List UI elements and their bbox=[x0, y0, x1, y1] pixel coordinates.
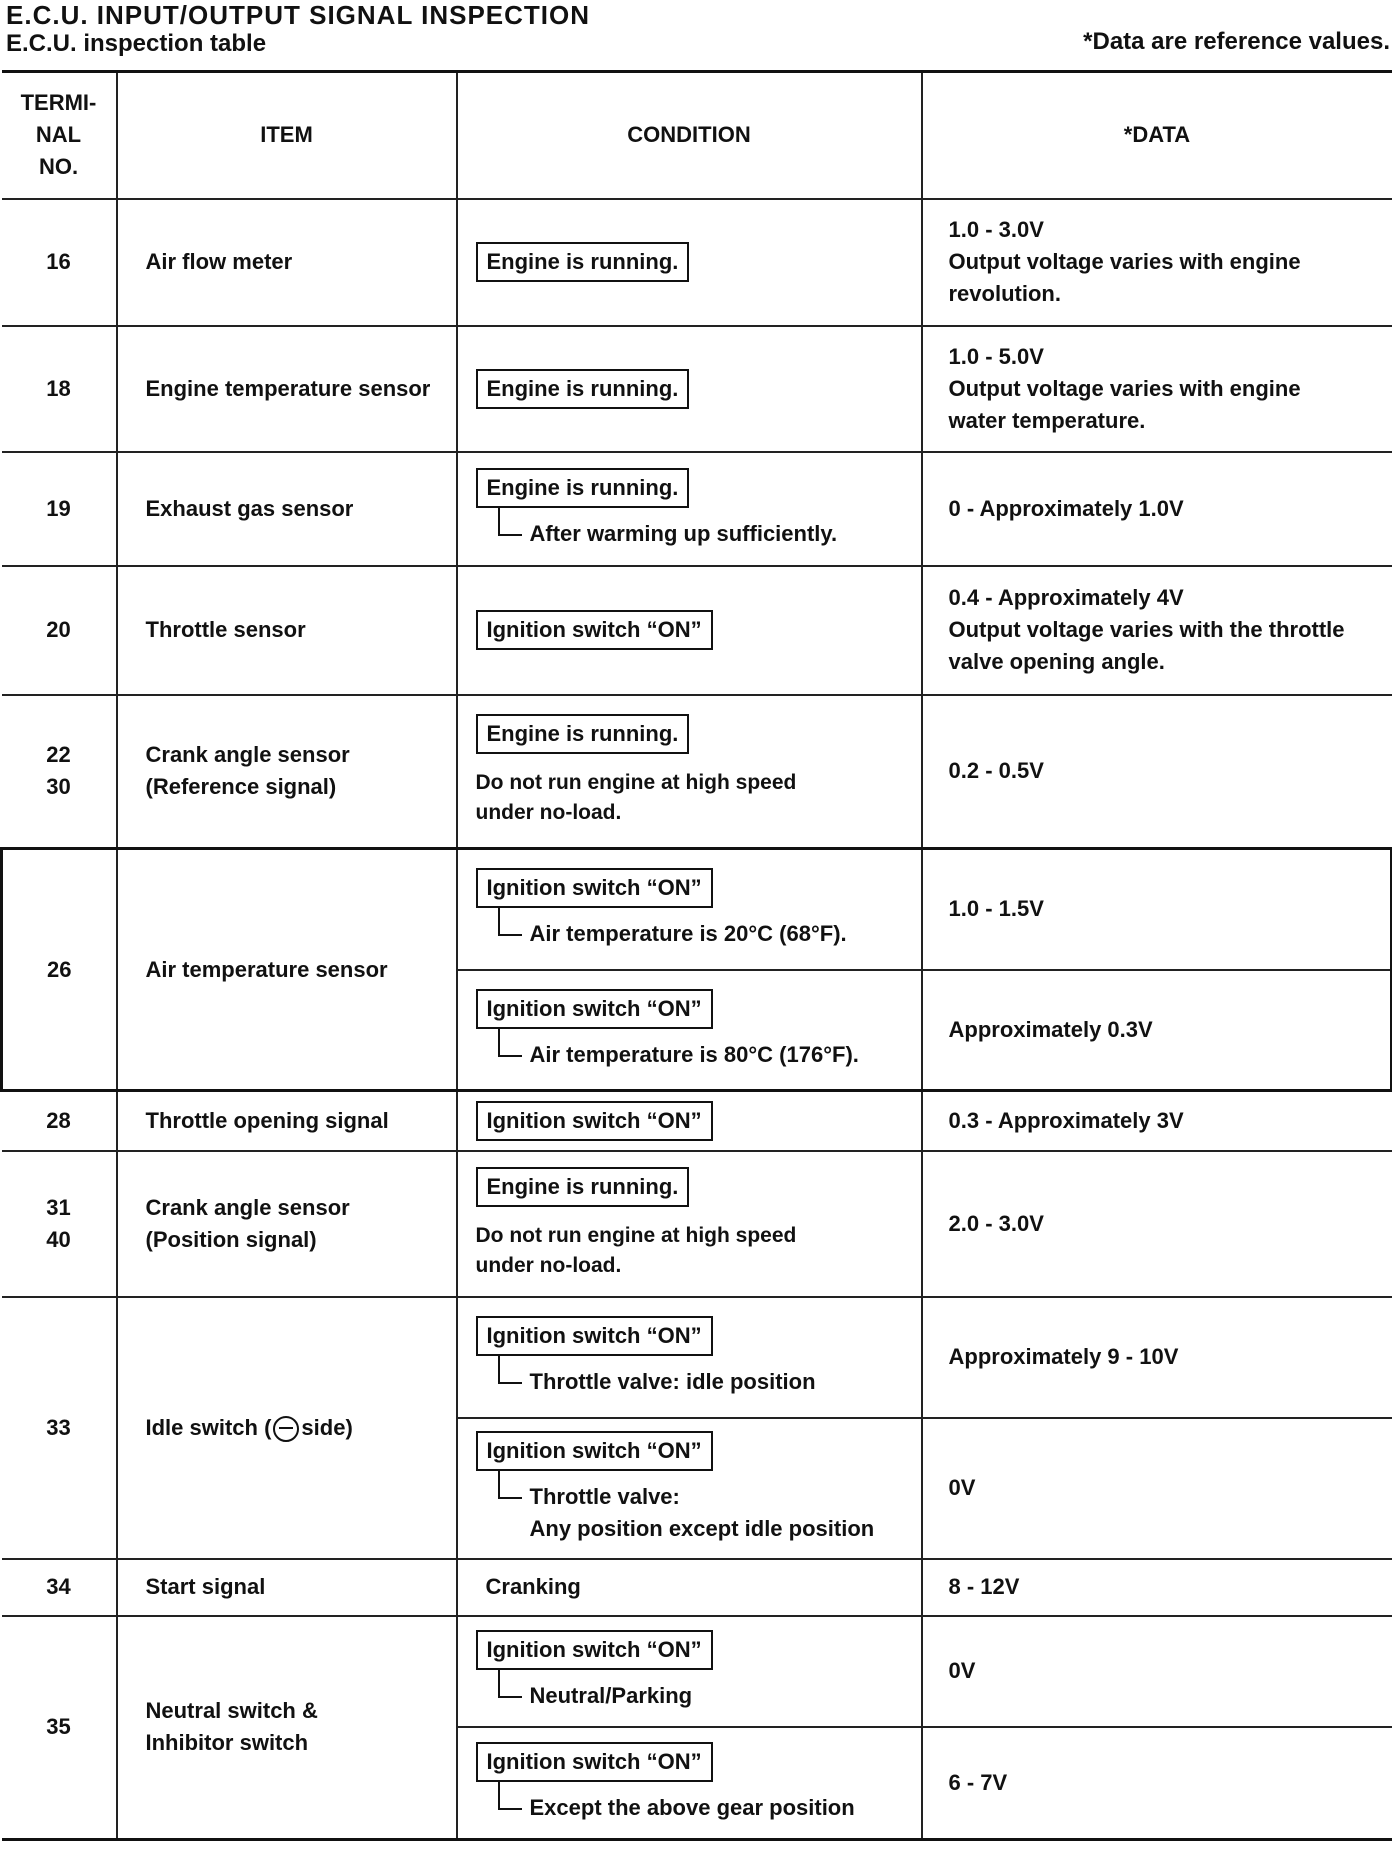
condition-detail: Throttle valve: Any position except idle position bbox=[498, 1481, 909, 1545]
item-name: Exhaust gas sensor bbox=[117, 452, 457, 566]
condition-text: Cranking bbox=[485, 1574, 581, 1599]
condition-cell bbox=[457, 1151, 922, 1297]
terminal-number: 35 bbox=[2, 1616, 117, 1840]
col-item: ITEM bbox=[117, 72, 457, 199]
condition-box: Ignition switch “ON” bbox=[476, 868, 713, 908]
data-value: 0V bbox=[922, 1616, 1392, 1727]
page-header bbox=[0, 0, 1392, 70]
condition-cell bbox=[457, 326, 922, 452]
item-name: Start signal bbox=[117, 1559, 457, 1616]
table-row bbox=[2, 1091, 1392, 1151]
data-value: 0.3 - Approximately 3V bbox=[922, 1091, 1392, 1151]
condition-detail: Except the above gear position bbox=[498, 1792, 909, 1824]
data-value: 8 - 12V bbox=[922, 1559, 1392, 1616]
reference-note: *Data are reference values. bbox=[1083, 28, 1390, 55]
data-value: 1.0 - 1.5V bbox=[922, 849, 1392, 970]
data-value: 2.0 - 3.0V bbox=[922, 1151, 1392, 1297]
warning-text: Do not run engine at high speed under no-load. bbox=[475, 1223, 797, 1277]
condition-cell bbox=[457, 849, 922, 970]
condition-box: Engine is running. bbox=[476, 1167, 690, 1207]
table-row bbox=[2, 199, 1392, 326]
item-name: Air flow meter bbox=[117, 199, 457, 326]
condition-box: Ignition switch “ON” bbox=[476, 1101, 713, 1141]
table-row bbox=[2, 326, 1392, 452]
terminal-number: 33 bbox=[2, 1297, 117, 1559]
condition-cell bbox=[457, 1616, 922, 1727]
condition-detail: Air temperature is 80°C (176°F). bbox=[498, 1039, 909, 1071]
data-value: 6 - 7V bbox=[922, 1727, 1392, 1840]
table-row bbox=[2, 1297, 1392, 1418]
item-name: Idle switch ( side) bbox=[117, 1297, 457, 1559]
condition-box: Ignition switch “ON” bbox=[476, 1742, 713, 1782]
terminal-number: 18 bbox=[2, 326, 117, 452]
condition-box: Ignition switch “ON” bbox=[476, 610, 713, 650]
item-name: Throttle opening signal bbox=[117, 1091, 457, 1151]
data-value: Approximately 9 - 10V bbox=[922, 1297, 1392, 1418]
table-row bbox=[2, 1151, 1392, 1297]
col-condition: CONDITION bbox=[457, 72, 922, 199]
condition-cell bbox=[457, 1418, 922, 1559]
terminal-number: 16 bbox=[2, 199, 117, 326]
data-value: 0.4 - Approximately 4V Output voltage varies with the throttle valve opening angle. bbox=[922, 566, 1392, 695]
item-name: Crank angle sensor (Position signal) bbox=[117, 1151, 457, 1297]
terminal-number: 20 bbox=[2, 566, 117, 695]
terminal-number: 28 bbox=[2, 1091, 117, 1151]
terminal-number: 26 bbox=[2, 849, 117, 1091]
condition-detail: Neutral/Parking bbox=[498, 1680, 909, 1712]
condition-cell bbox=[457, 199, 922, 326]
data-value: 1.0 - 5.0V Output voltage varies with engine water temperature. bbox=[922, 326, 1392, 452]
warning-text: Do not run engine at high speed under no-load. bbox=[475, 771, 797, 825]
data-value: 0 - Approximately 1.0V bbox=[922, 452, 1392, 566]
condition-box: Ignition switch “ON” bbox=[476, 1431, 713, 1471]
terminal-number: 31 40 bbox=[2, 1151, 117, 1297]
table-row bbox=[2, 1616, 1392, 1727]
item-name: Engine temperature sensor bbox=[117, 326, 457, 452]
condition-cell bbox=[457, 1559, 922, 1616]
condition-cell bbox=[457, 1091, 922, 1151]
item-name: Throttle sensor bbox=[117, 566, 457, 695]
data-value: 0V bbox=[922, 1418, 1392, 1559]
condition-box: Engine is running. bbox=[476, 242, 690, 282]
item-name: Neutral switch & Inhibitor switch bbox=[117, 1616, 457, 1840]
table-row bbox=[2, 695, 1392, 849]
table-row bbox=[2, 452, 1392, 566]
inspection-table bbox=[0, 70, 1392, 1841]
condition-cell bbox=[457, 695, 922, 849]
condition-box: Engine is running. bbox=[476, 714, 690, 754]
table-row bbox=[2, 1559, 1392, 1616]
terminal-number: 22 30 bbox=[2, 695, 117, 849]
item-name: Crank angle sensor (Reference signal) bbox=[117, 695, 457, 849]
condition-box: Ignition switch “ON” bbox=[476, 989, 713, 1029]
condition-box: Ignition switch “ON” bbox=[476, 1630, 713, 1670]
condition-cell bbox=[457, 970, 922, 1091]
data-value: 0.2 - 0.5V bbox=[922, 695, 1392, 849]
col-terminal: TERMI- NAL NO. bbox=[2, 72, 117, 199]
page-subtitle: E.C.U. inspection table bbox=[6, 30, 267, 57]
condition-cell bbox=[457, 1727, 922, 1840]
minus-circle-icon bbox=[273, 1416, 299, 1442]
table-row-highlighted bbox=[2, 849, 1392, 970]
condition-detail: After warming up sufficiently. bbox=[498, 518, 909, 550]
table-row bbox=[2, 566, 1392, 695]
data-value: Approximately 0.3V bbox=[922, 970, 1392, 1091]
condition-detail: Throttle valve: idle position bbox=[498, 1366, 909, 1398]
data-value: 1.0 - 3.0V Output voltage varies with engine revolution. bbox=[922, 199, 1392, 326]
condition-cell bbox=[457, 452, 922, 566]
condition-box: Ignition switch “ON” bbox=[476, 1316, 713, 1356]
item-name: Air temperature sensor bbox=[117, 849, 457, 1091]
condition-cell bbox=[457, 566, 922, 695]
terminal-number: 34 bbox=[2, 1559, 117, 1616]
page-title: E.C.U. INPUT/OUTPUT SIGNAL INSPECTION bbox=[6, 0, 591, 30]
header-row bbox=[2, 72, 1392, 199]
condition-cell bbox=[457, 1297, 922, 1418]
col-data: *DATA bbox=[922, 72, 1392, 199]
condition-box: Engine is running. bbox=[476, 369, 690, 409]
condition-detail: Air temperature is 20°C (68°F). bbox=[498, 918, 909, 950]
condition-box: Engine is running. bbox=[476, 468, 690, 508]
terminal-number: 19 bbox=[2, 452, 117, 566]
